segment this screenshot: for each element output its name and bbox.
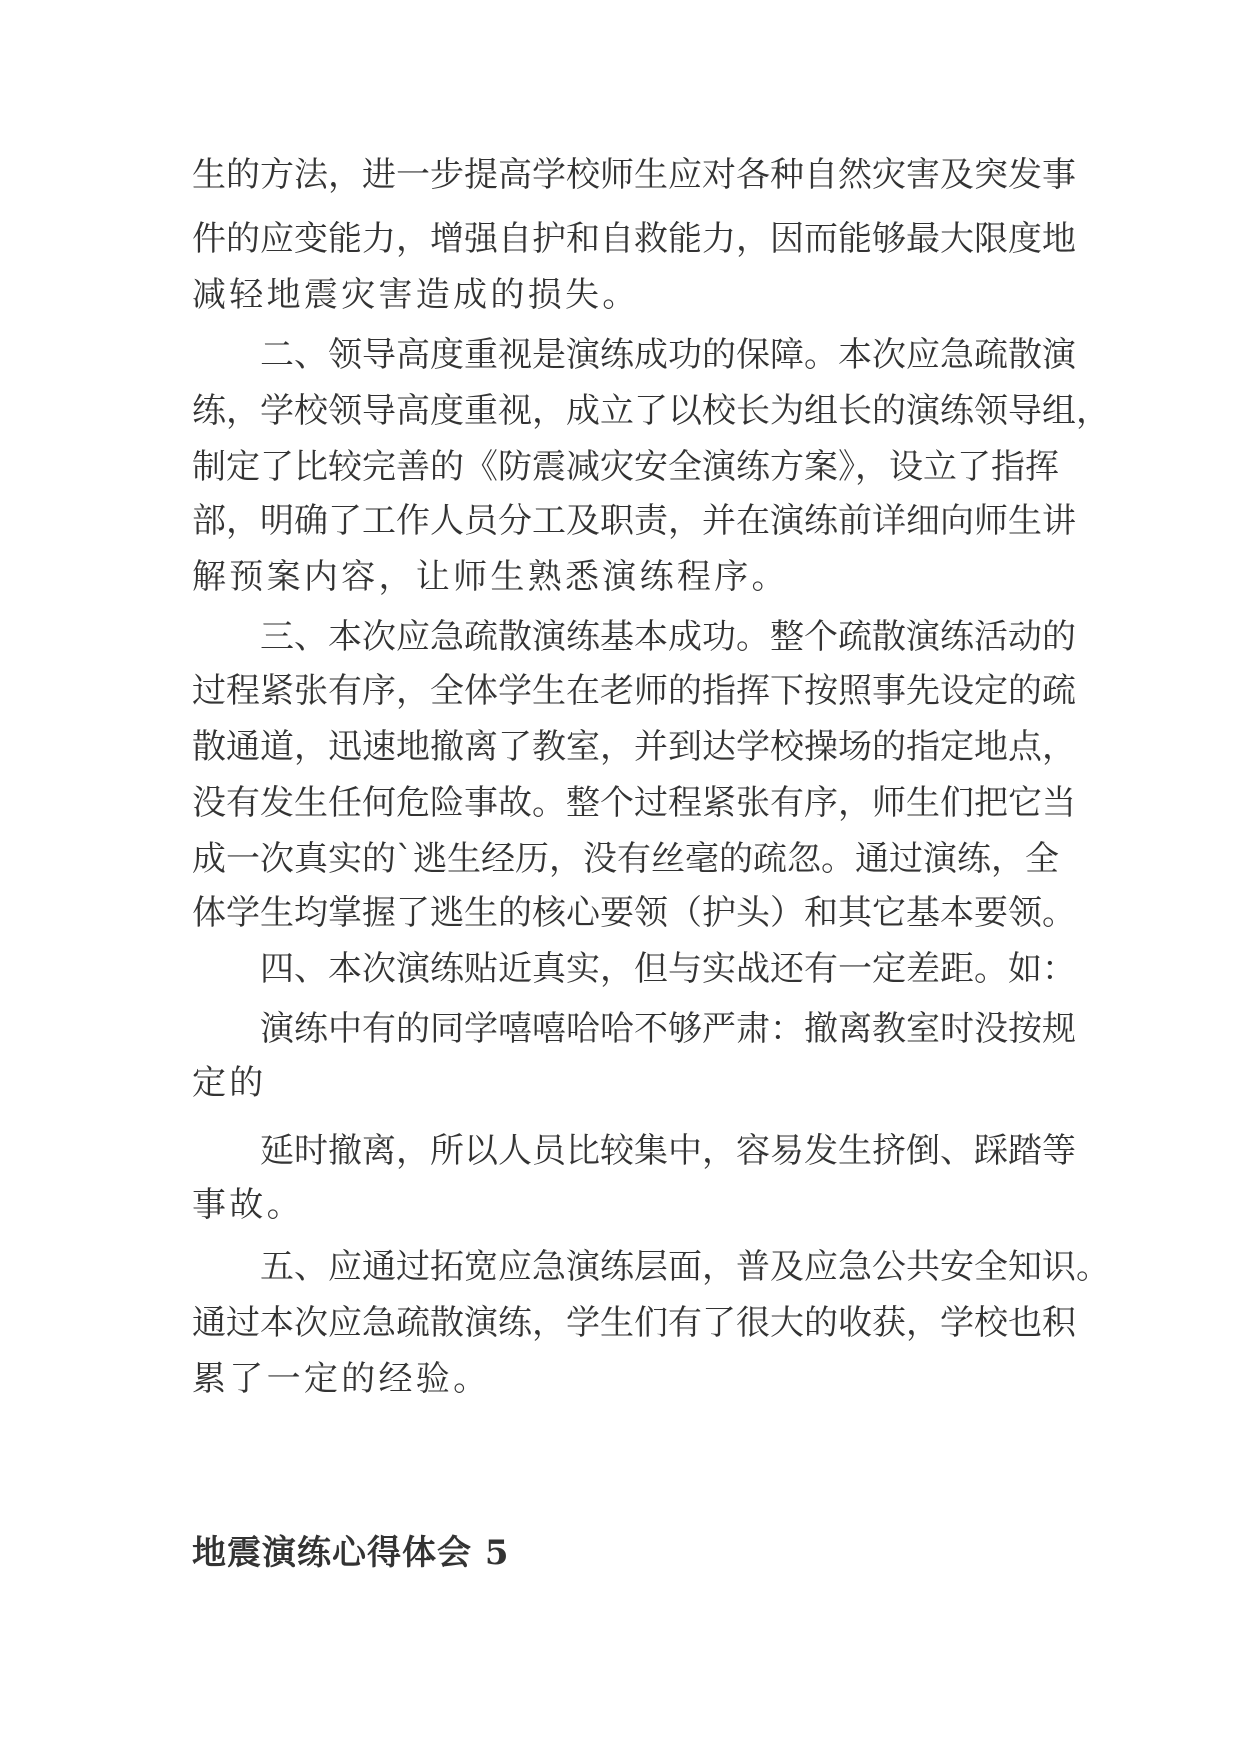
body-line: 件的应变能力，增强自护和自救能力，因而能够最大限度地 <box>192 219 1076 259</box>
body-line: 定的 <box>192 1063 267 1103</box>
body-line: 练，学校领导高度重视，成立了以校长为组长的演练领导组， <box>192 391 1110 431</box>
body-line: 散通道，迅速地撤离了教室，并到达学校操场的指定地点， <box>192 727 1076 767</box>
body-line: 延时撤离，所以人员比较集中，容易发生挤倒、踩踏等 <box>192 1131 1076 1171</box>
body-line: 三、本次应急疏散演练基本成功。整个疏散演练活动的 <box>192 617 1076 657</box>
body-line: 二、领导高度重视是演练成功的保障。本次应急疏散演 <box>192 335 1076 375</box>
body-line: 解预案内容，让师生熟悉演练程序。 <box>192 557 789 597</box>
body-line: 生的方法，进一步提高学校师生应对各种自然灾害及突发事 <box>192 155 1076 195</box>
body-line: 演练中有的同学嘻嘻哈哈不够严肃：撤离教室时没按规 <box>192 1009 1076 1049</box>
body-line: 成一次真实的`逃生经历，没有丝毫的疏忽。通过演练，全 <box>192 839 1059 879</box>
body-line: 减轻地震灾害造成的损失。 <box>192 275 640 315</box>
body-line: 通过本次应急疏散演练，学生们有了很大的收获，学校也积 <box>192 1303 1076 1343</box>
body-line: 没有发生任何危险事故。整个过程紧张有序，师生们把它当 <box>192 783 1076 823</box>
body-line: 过程紧张有序，全体学生在老师的指挥下按照事先设定的疏 <box>192 671 1076 711</box>
body-line: 累了一定的经验。 <box>192 1359 491 1399</box>
body-line: 五、应通过拓宽应急演练层面，普及应急公共安全知识。 <box>192 1247 1110 1287</box>
body-line: 部，明确了工作人员分工及职责，并在演练前详细向师生讲 <box>192 501 1076 541</box>
body-line: 四、本次演练贴近真实，但与实战还有一定差距。如： <box>192 949 1076 989</box>
body-line: 事故。 <box>192 1185 304 1225</box>
body-line: 制定了比较完善的《防震减灾安全演练方案》，设立了指挥 <box>192 447 1059 487</box>
section-heading: 地震演练心得体会 5 <box>192 1533 510 1573</box>
body-line: 体学生均掌握了逃生的核心要领（护头）和其它基本要领。 <box>192 893 1076 933</box>
